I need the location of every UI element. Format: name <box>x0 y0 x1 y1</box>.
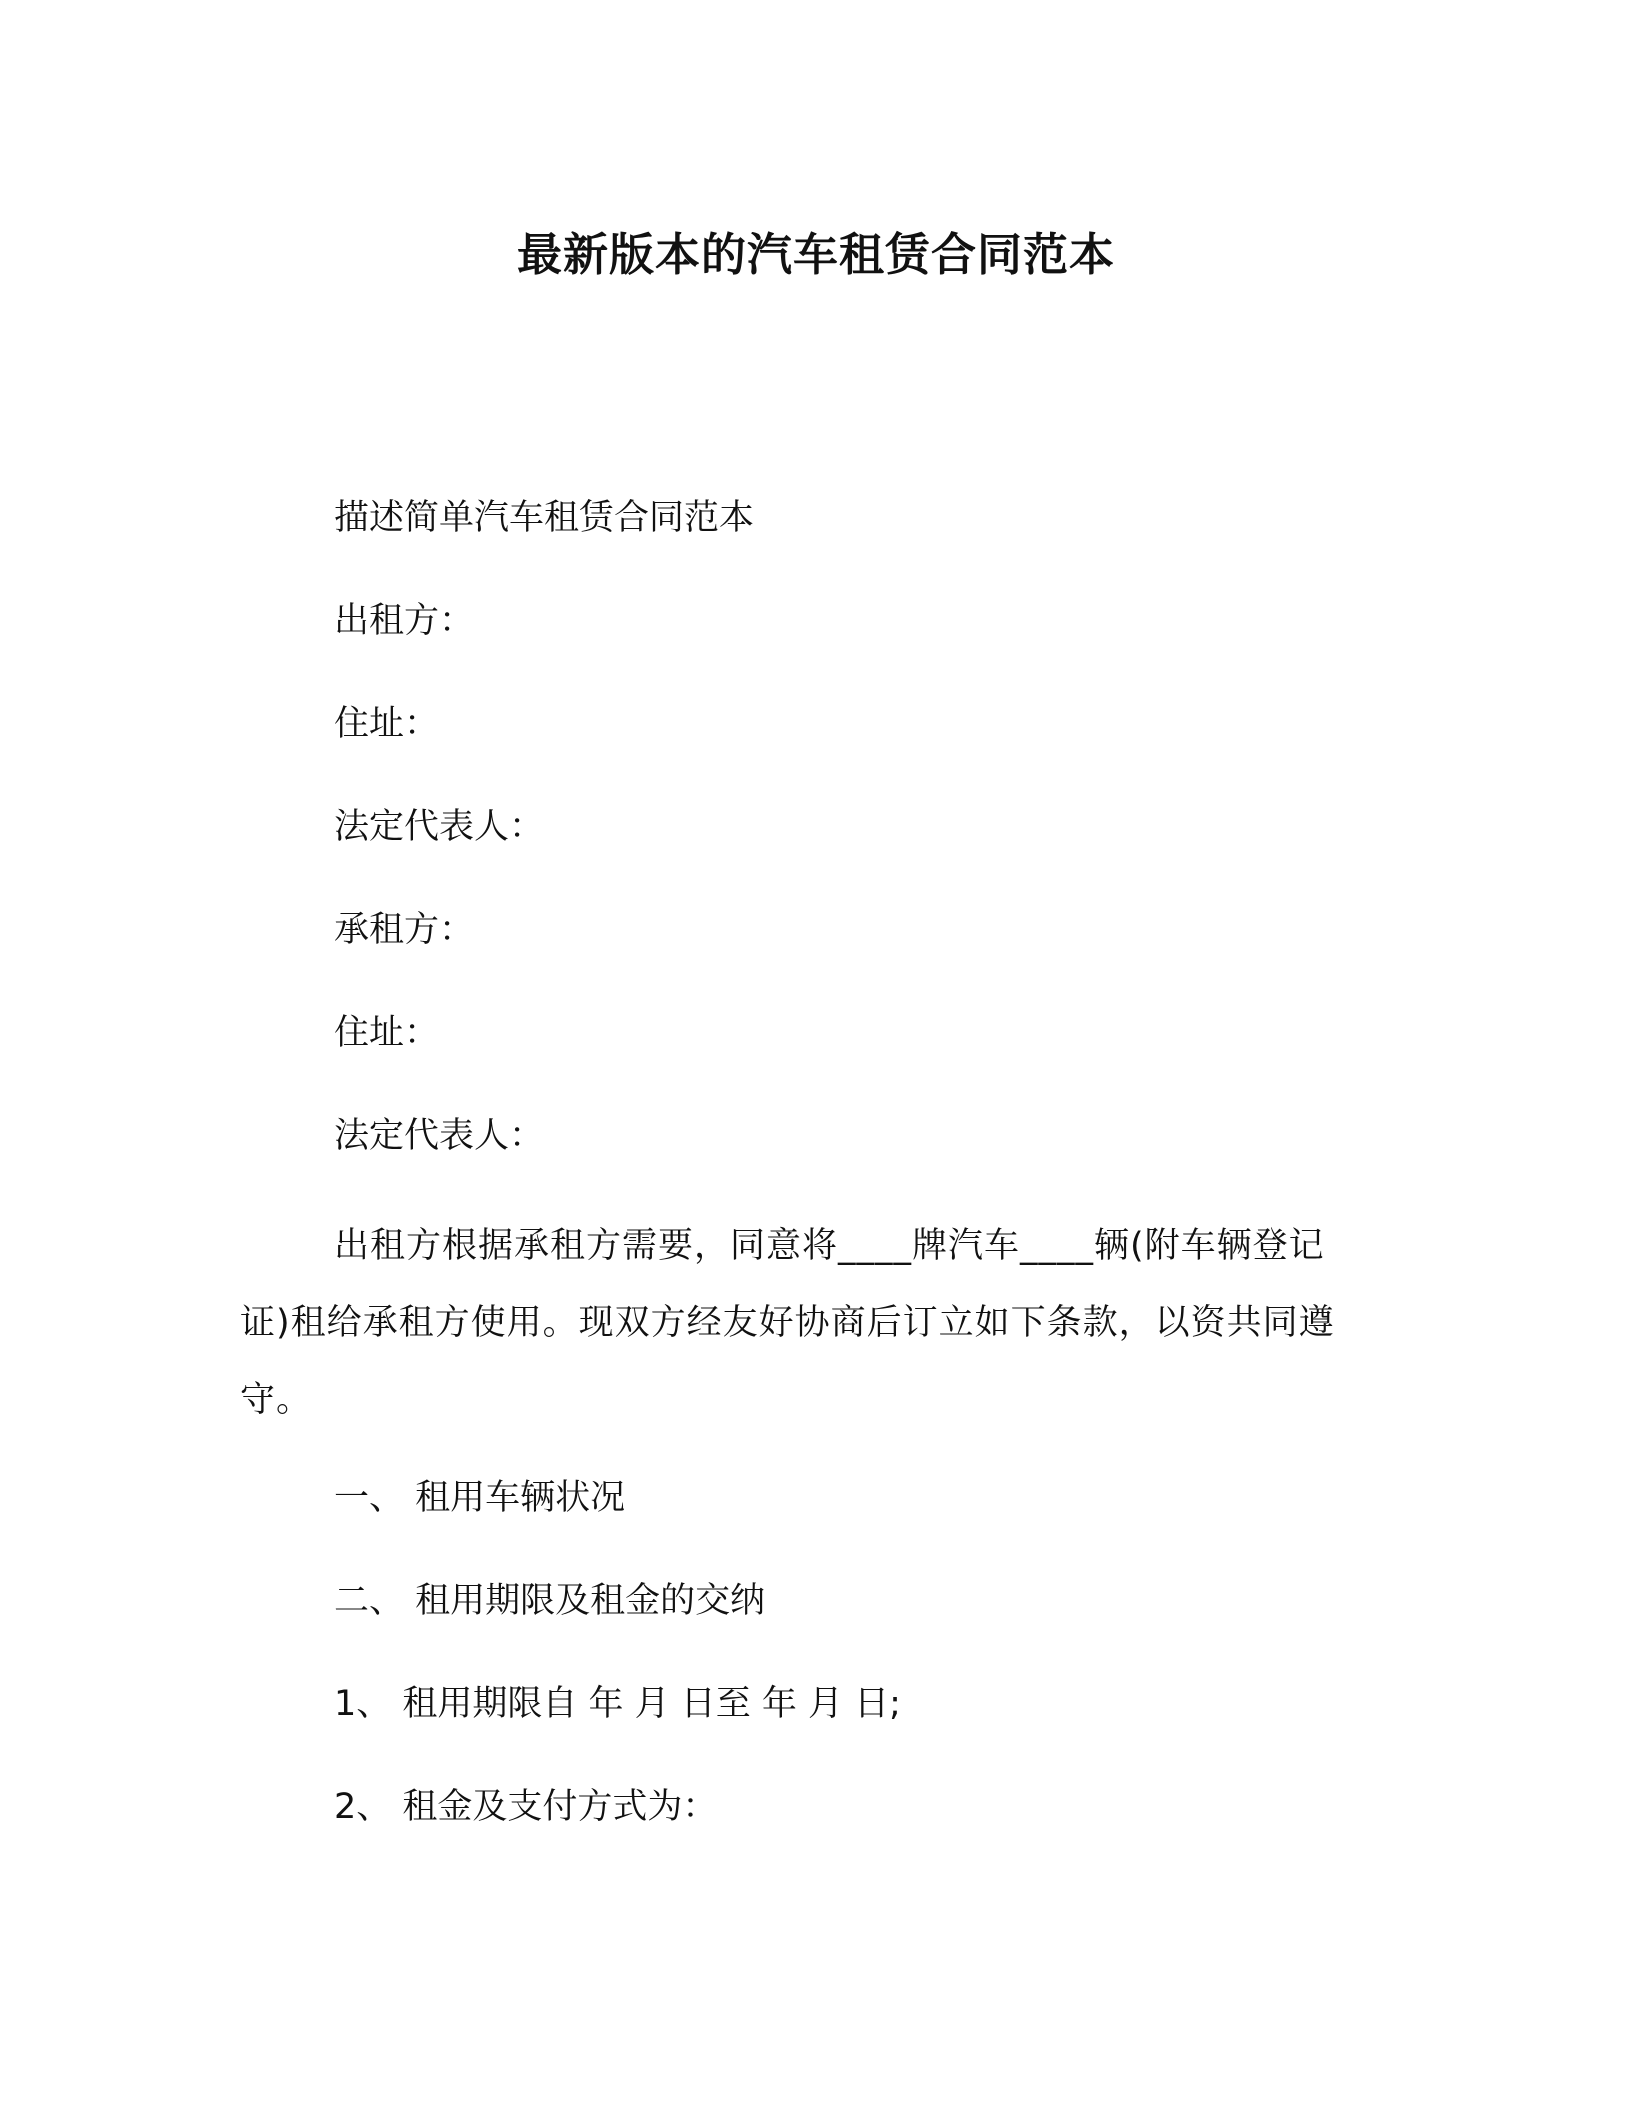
lessor-address-label: 住址： <box>334 704 440 744</box>
document-title: 最新版本的汽车租赁合同范本 <box>516 228 1115 281</box>
section-heading-2: 二、 租用期限及租金的交纳 <box>334 1581 766 1621</box>
lessor-label: 出租方： <box>334 601 475 641</box>
section-heading-1: 一、 租用车辆状况 <box>334 1478 626 1518</box>
lessee-label: 承租方： <box>334 910 475 950</box>
lessor-representative-label: 法定代表人： <box>334 807 545 847</box>
list-item-2: 2、 租金及支付方式为： <box>334 1787 718 1827</box>
intro-paragraph: 出租方根据承租方需要，同意将____牌汽车____辆(附车辆登记证)租给承租方使用。现双方经友好协商后订立如下条款，以资共同遵守。 <box>240 1226 1335 1420</box>
lessee-representative-label: 法定代表人： <box>334 1116 545 1156</box>
lessee-address-label: 住址： <box>334 1013 440 1053</box>
subtitle: 描述简单汽车租赁合同范本 <box>334 498 755 538</box>
list-item-1: 1、 租用期限自 年 月 日至 年 月 日; <box>334 1684 901 1724</box>
